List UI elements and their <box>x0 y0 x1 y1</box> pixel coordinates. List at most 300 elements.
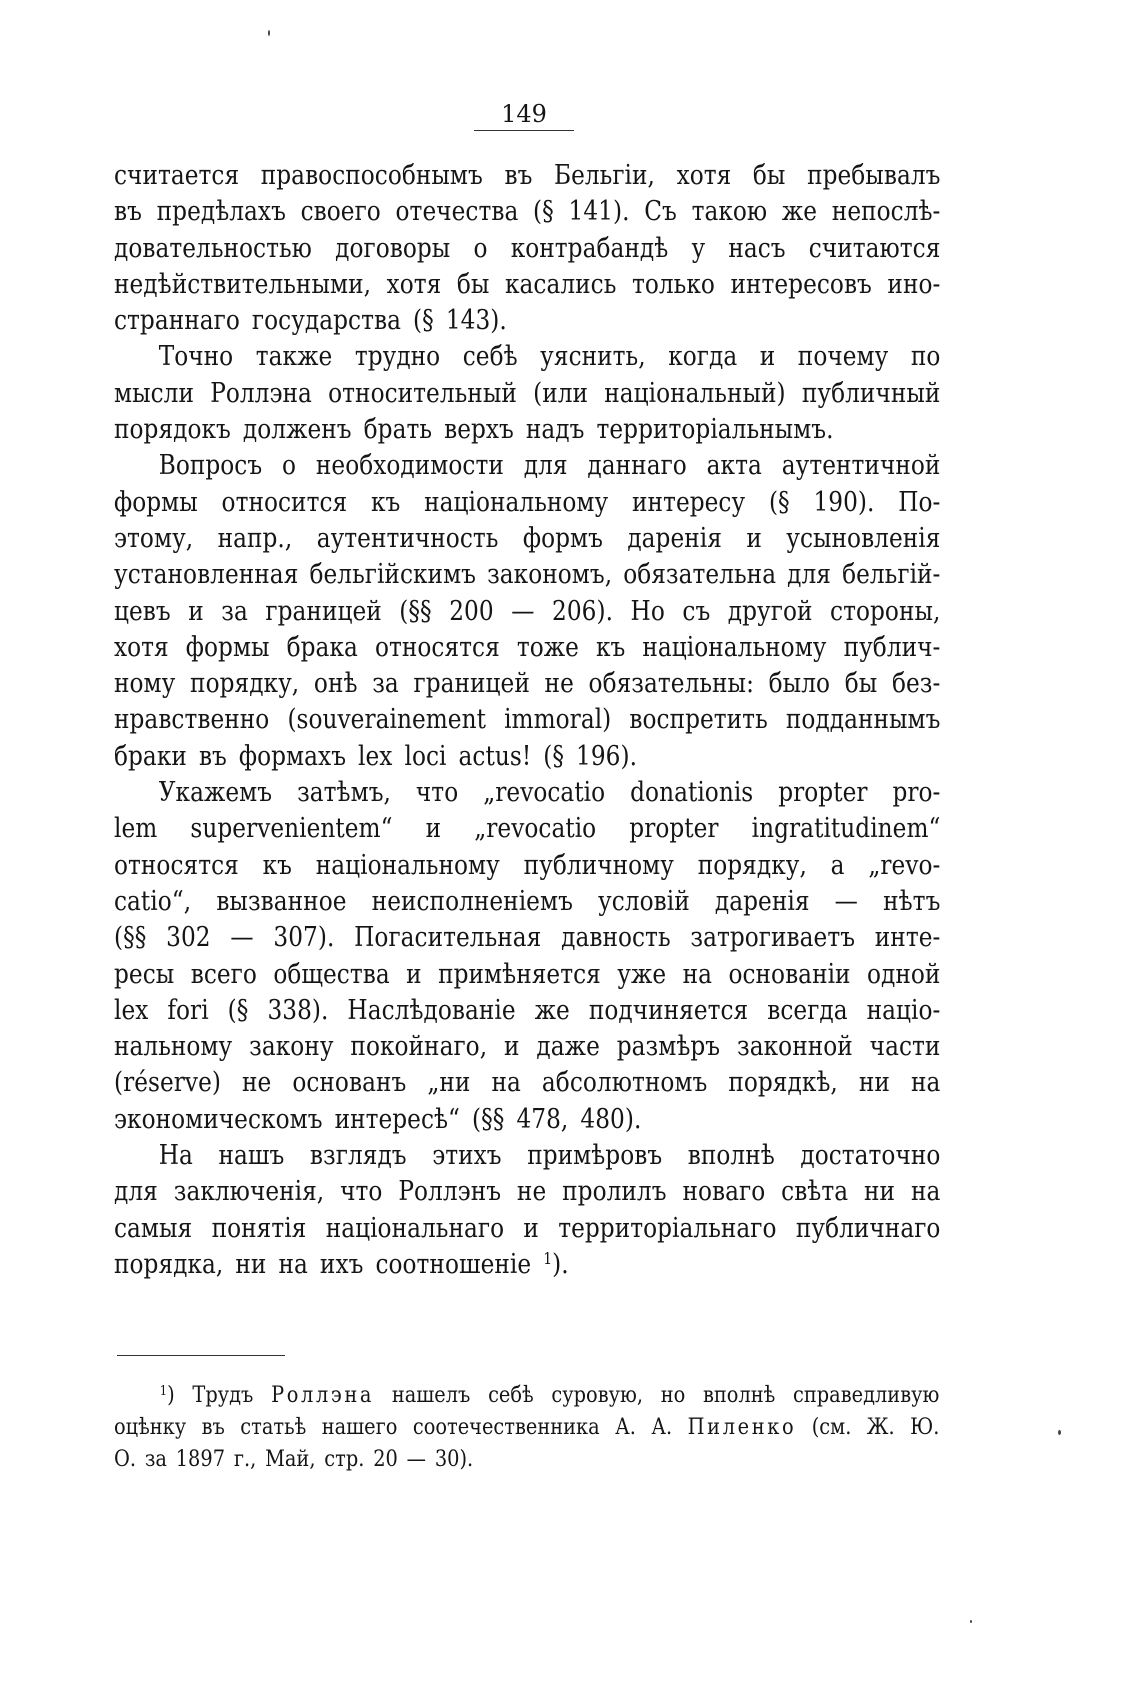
word: 143). <box>445 305 507 337</box>
word: (réserve) <box>114 1067 221 1099</box>
footnote-line <box>114 1380 939 1412</box>
scan-speck <box>1058 1430 1061 1435</box>
word: оцѣнку <box>114 1415 187 1440</box>
word: непослѣ- <box>831 196 941 228</box>
word: не <box>544 668 574 700</box>
word: контрабандѣ <box>510 232 669 264</box>
word: ино- <box>887 268 941 300</box>
word: страннаго <box>114 305 240 337</box>
word: у <box>691 232 706 264</box>
word: 302 <box>166 922 211 954</box>
word: на <box>682 958 713 990</box>
word: напр., <box>217 522 293 554</box>
word: территоріальнымъ. <box>596 414 834 446</box>
word: порядку, <box>190 668 300 700</box>
word: акта <box>706 450 762 482</box>
word: donationis <box>630 777 754 809</box>
word: примѣняется <box>438 958 601 990</box>
word: Роллэна <box>210 377 312 409</box>
word: договоры <box>335 232 451 264</box>
text-line <box>114 775 940 811</box>
word: Роллэнъ <box>398 1176 502 1208</box>
footnote-line <box>114 1412 939 1444</box>
word: Ж. <box>866 1415 895 1440</box>
word: ному <box>114 668 176 700</box>
word: достаточно <box>800 1140 941 1172</box>
word: неисполненіемъ <box>371 885 573 917</box>
word: 141). <box>568 196 630 228</box>
word: примѣровъ <box>527 1140 663 1172</box>
word: формъ <box>522 522 603 554</box>
word: границей <box>265 595 382 627</box>
word: долженъ <box>242 414 352 446</box>
word: этихъ <box>432 1140 502 1172</box>
word: отечества <box>395 196 519 228</box>
word: соотечественника <box>412 1415 600 1440</box>
word: даренія <box>627 522 722 554</box>
word: нашъ <box>218 1140 285 1172</box>
word: 20 <box>373 1447 398 1472</box>
word: Но <box>630 595 665 627</box>
word: для <box>523 450 568 482</box>
word: же <box>534 994 570 1026</box>
word: и <box>523 1212 539 1244</box>
word: въ <box>114 196 142 228</box>
word: себѣ <box>488 1383 534 1408</box>
word: онѣ <box>313 668 358 700</box>
word: и <box>746 522 762 554</box>
word: этому, <box>114 522 194 554</box>
word: (§§ <box>472 1103 505 1135</box>
text-line <box>114 1138 940 1174</box>
word: бы <box>844 668 878 700</box>
word: Роллэна <box>271 1383 375 1408</box>
word: порядокъ <box>114 414 231 446</box>
word: 478, <box>516 1103 569 1135</box>
word: публич- <box>843 631 941 663</box>
word: формы <box>114 486 198 518</box>
text-line <box>114 303 940 339</box>
word: lem <box>114 813 158 845</box>
text-line <box>114 485 940 521</box>
word: Май, <box>265 1447 316 1472</box>
word: основанъ <box>292 1067 407 1099</box>
text-line <box>114 1065 940 1101</box>
word: границей <box>413 668 530 700</box>
text-line <box>114 957 940 993</box>
word: почему <box>797 341 889 373</box>
word: 196). <box>576 740 638 772</box>
word: самыя <box>114 1212 193 1244</box>
word: размѣръ <box>616 1031 721 1063</box>
word: Погасительная <box>354 922 542 954</box>
word: и <box>759 341 776 373</box>
word: также <box>255 341 333 373</box>
footnote-marker: 1 <box>159 1383 168 1399</box>
word: относится <box>221 486 348 518</box>
text-line <box>114 702 940 738</box>
word: (см. <box>811 1415 852 1440</box>
word: 338). <box>267 994 329 1026</box>
word: закономъ, <box>487 559 613 591</box>
word: цевъ <box>114 595 171 627</box>
word: (souverainement <box>287 704 486 736</box>
word: По- <box>898 486 941 518</box>
text-line <box>114 267 940 303</box>
word: и <box>406 958 422 990</box>
text-line <box>114 993 940 1029</box>
word: предѣлахъ <box>156 196 286 228</box>
word: порядку, <box>697 849 807 881</box>
word: затѣмъ, <box>297 777 391 809</box>
word: (или <box>533 377 589 409</box>
word: интересовъ <box>730 268 872 300</box>
word: „ни <box>427 1067 471 1099</box>
text-line <box>114 739 940 775</box>
word: 206). <box>552 595 614 627</box>
word: 30). <box>434 1447 474 1472</box>
text-line <box>114 848 940 884</box>
word: общества <box>273 958 390 990</box>
word: взглядъ <box>309 1140 407 1172</box>
text-line <box>114 1174 940 1210</box>
word: propter <box>629 813 719 845</box>
word: — <box>406 1447 427 1472</box>
word: въ <box>198 740 227 772</box>
word: для <box>114 1176 158 1208</box>
text-line <box>114 666 940 702</box>
text-line <box>114 376 940 412</box>
word: „revocatio <box>483 777 606 809</box>
word: что <box>340 1176 383 1208</box>
text-line <box>114 1247 940 1283</box>
word: ingratitudinem“ <box>751 813 941 845</box>
word: 190). <box>813 486 875 518</box>
word: интересу <box>632 486 746 518</box>
word: Точно <box>158 341 234 373</box>
word: бельгійскимъ <box>309 559 476 591</box>
word: Вопросъ <box>158 450 263 482</box>
word: необходимости <box>315 450 504 482</box>
word: всегда <box>767 994 848 1026</box>
word: 480). <box>580 1103 642 1135</box>
text-line <box>114 811 940 847</box>
word: націо- <box>866 994 941 1026</box>
word: ни <box>864 1176 896 1208</box>
word: когда <box>668 341 738 373</box>
text-line <box>114 158 940 194</box>
text-line <box>114 920 940 956</box>
word: въ <box>504 160 533 191</box>
word: формахъ <box>238 740 347 772</box>
word: вполнѣ <box>687 1140 775 1172</box>
word: supervenientem“ <box>190 813 393 845</box>
word: только <box>631 268 715 300</box>
word: законной <box>737 1031 853 1063</box>
word: нѣтъ <box>883 885 941 917</box>
word: А. <box>615 1415 636 1440</box>
word: На <box>158 1140 193 1172</box>
word: lex <box>114 994 149 1026</box>
word: без- <box>891 668 941 700</box>
word: насъ <box>728 232 786 264</box>
word: Ю. <box>910 1415 940 1440</box>
word: даже <box>536 1031 600 1063</box>
text-line <box>114 521 940 557</box>
word: установленная <box>114 559 299 591</box>
word: въ <box>201 1415 225 1440</box>
word: считаются <box>808 232 941 264</box>
word: и <box>425 813 442 845</box>
word: actus! <box>458 740 532 772</box>
word: считается <box>114 160 240 191</box>
word: къ <box>370 486 401 518</box>
word: catio“, <box>114 885 192 917</box>
word: надъ <box>525 414 585 446</box>
text-line <box>114 412 940 448</box>
word: соотношеніе <box>375 1248 532 1280</box>
word: абсолютномъ <box>541 1067 708 1099</box>
word: Съ <box>644 196 677 228</box>
scan-speck <box>970 1620 972 1623</box>
word: даннаго <box>587 450 687 482</box>
word: брать <box>363 414 433 446</box>
word: хотя <box>114 631 169 663</box>
word: г., <box>233 1447 257 1472</box>
word: себѣ <box>462 341 518 373</box>
word: pro- <box>892 777 941 809</box>
word: обязательна <box>623 559 777 591</box>
word: бы <box>456 268 490 300</box>
word: О. <box>114 1447 137 1472</box>
word: инте- <box>874 922 941 954</box>
word: — <box>511 595 535 627</box>
word: пролилъ <box>562 1176 667 1208</box>
footnote-line <box>114 1444 939 1476</box>
page-number-underline <box>474 130 574 131</box>
word: (§ <box>543 740 564 772</box>
page-number: 149 <box>501 100 547 128</box>
body-text <box>114 158 940 1283</box>
word: пребывалъ <box>807 160 941 191</box>
word: что <box>415 777 459 809</box>
word: Укажемъ <box>158 777 273 809</box>
word: не <box>516 1176 547 1208</box>
word: для <box>787 559 831 591</box>
word: (§ <box>768 486 790 518</box>
word: къ <box>595 631 626 663</box>
word: экономическомъ <box>114 1103 323 1135</box>
word: на <box>910 1176 941 1208</box>
word: своего <box>300 196 381 228</box>
word: статьѣ <box>240 1415 307 1440</box>
text-line <box>114 594 940 630</box>
word: 200 <box>449 595 494 627</box>
word: хотя <box>676 160 732 191</box>
word: основаніи <box>728 958 851 990</box>
word: относительный <box>328 377 517 409</box>
word: и <box>504 1031 520 1063</box>
word: на <box>910 1067 941 1099</box>
word: территоріальнаго <box>558 1212 777 1244</box>
word: относятся <box>374 631 500 663</box>
text-line <box>114 630 940 666</box>
word: бы <box>752 160 786 191</box>
word: національному <box>642 631 827 663</box>
word: заключенія, <box>173 1176 325 1208</box>
word: публичный <box>801 377 941 409</box>
word: стороны, <box>830 595 941 627</box>
word: другой <box>727 595 813 627</box>
word: брака <box>286 631 358 663</box>
word: fori <box>167 994 209 1026</box>
footnote-reference: 1 <box>543 1249 553 1268</box>
word: уже <box>617 958 667 990</box>
word: закону <box>249 1031 334 1063</box>
word: формы <box>185 631 270 663</box>
word: свѣта <box>781 1176 849 1208</box>
word: (§§ <box>114 922 147 954</box>
word: 307). <box>273 922 335 954</box>
word: нравственно <box>114 704 270 736</box>
word: къ <box>262 849 292 881</box>
word: (§§ <box>399 595 432 627</box>
footnote-separator <box>117 1355 285 1356</box>
word: подчиняется <box>588 994 749 1026</box>
word: недѣйствительными, <box>114 268 372 300</box>
word: „revocatio <box>474 813 597 845</box>
word: же <box>781 196 818 228</box>
word: ихъ <box>319 1248 364 1280</box>
word: аутентичной <box>781 450 941 482</box>
word: съ <box>682 595 711 627</box>
word: суровую, <box>551 1383 644 1408</box>
word: трудно <box>354 341 441 373</box>
word: касались <box>504 268 617 300</box>
text-line <box>114 557 940 593</box>
word: браки <box>114 740 187 772</box>
word: государства <box>251 305 401 337</box>
word: порядкѣ, <box>728 1067 838 1099</box>
word: нашего <box>321 1415 398 1440</box>
word: immoral) <box>504 704 612 736</box>
text-line <box>114 448 940 484</box>
word: loci <box>404 740 447 772</box>
word: бельгій- <box>842 559 941 591</box>
scan-speck <box>268 30 270 36</box>
word: за <box>144 1447 167 1472</box>
word: покойнаго, <box>350 1031 488 1063</box>
word: по <box>910 341 941 373</box>
word: обязательны: <box>588 668 754 700</box>
word: за <box>372 668 399 700</box>
word: даренія <box>714 885 810 917</box>
word: части <box>869 1031 941 1063</box>
word: — <box>230 922 254 954</box>
word: подданнымъ <box>785 704 941 736</box>
word: (§ <box>227 994 249 1026</box>
word: ресы <box>114 958 175 990</box>
word: и <box>188 595 204 627</box>
footnotes <box>114 1380 940 1476</box>
text-line <box>114 231 940 267</box>
word: не <box>242 1067 272 1099</box>
word: ни <box>858 1067 890 1099</box>
word: такою <box>691 196 768 228</box>
word: стр. <box>324 1447 365 1472</box>
word: вполнѣ <box>702 1383 776 1408</box>
word: условій <box>598 885 690 917</box>
word: — <box>834 885 858 917</box>
word: понятія <box>211 1212 307 1244</box>
text-line <box>114 884 940 920</box>
word: о <box>282 450 297 482</box>
word: относятся <box>114 849 239 881</box>
word: $^1$) <box>159 1383 175 1408</box>
word: затрогиваетъ <box>690 922 856 954</box>
word: хотя <box>386 268 442 300</box>
word: но <box>660 1383 686 1408</box>
word: тоже <box>516 631 579 663</box>
text-line <box>114 1102 940 1138</box>
word: на <box>491 1067 521 1099</box>
word: порядка, <box>114 1248 224 1280</box>
word: Трудъ <box>192 1383 254 1408</box>
word: 1897 <box>175 1447 226 1472</box>
word: Бельгіи, <box>553 160 655 191</box>
word: мысли <box>114 377 194 409</box>
word: нашелъ <box>391 1383 471 1408</box>
word: Пиленко <box>687 1415 797 1440</box>
word: публичному <box>523 849 674 881</box>
word: довательностью <box>114 232 312 264</box>
text-line <box>114 1029 940 1065</box>
word: верхъ <box>444 414 514 446</box>
word: Наслѣдованіе <box>347 994 516 1026</box>
word: за <box>221 595 248 627</box>
word: національный) <box>604 377 786 409</box>
word: національнаго <box>325 1212 505 1244</box>
word: о <box>473 232 488 264</box>
word: „revo- <box>868 849 941 881</box>
word: одной <box>867 958 941 990</box>
word: (§ <box>533 196 554 228</box>
word: публичнаго <box>795 1212 941 1244</box>
word <box>543 1247 568 1283</box>
word: уяснить, <box>540 341 646 373</box>
word: усыновленія <box>786 522 941 554</box>
word: было <box>768 668 831 700</box>
word: давность <box>561 922 671 954</box>
word: интересѣ“ <box>334 1103 460 1135</box>
word: всего <box>190 958 257 990</box>
word: на <box>278 1248 308 1280</box>
word: lex <box>358 740 393 772</box>
word: (§ <box>413 305 434 337</box>
word: вызванное <box>216 885 347 917</box>
word: аутентичность <box>316 522 499 554</box>
word: новаго <box>682 1176 766 1208</box>
word: propter <box>778 777 868 809</box>
text-line <box>114 339 940 375</box>
word: правоспособнымъ <box>260 160 483 191</box>
text-line <box>114 194 940 230</box>
word: національному <box>424 486 609 518</box>
text-line <box>114 1211 940 1247</box>
word: нальному <box>114 1031 233 1063</box>
word: справедливую <box>793 1383 940 1408</box>
word: воспретить <box>629 704 768 736</box>
